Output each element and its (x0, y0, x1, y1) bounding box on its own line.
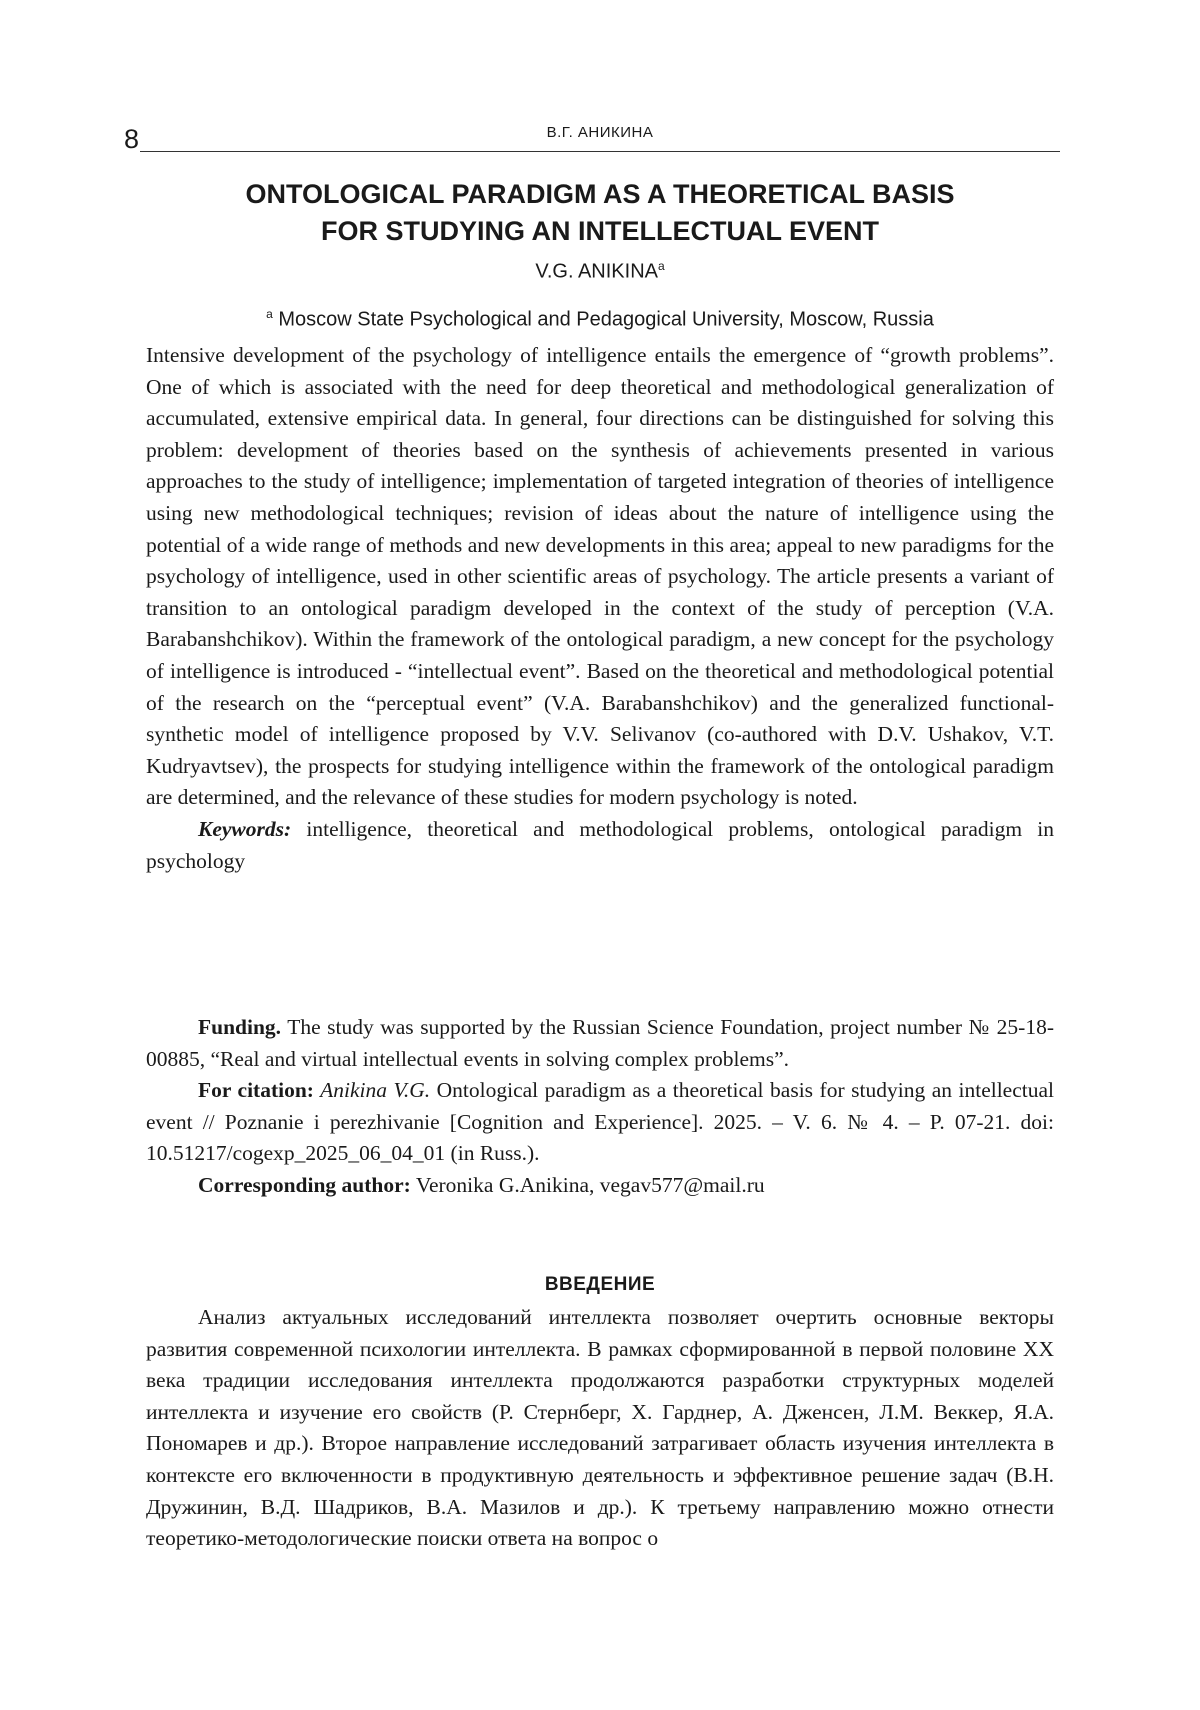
abstract-text: Intensive development of the psychology of intelligence entails the emergence of “growth problems”. One of which is associated with the need for deep theoretical and methodological generalization of accumulated, extensive empirical data. In general, four directions can be distinguished for solving this problem: development of theories based on the synthesis of achievements presented in various approaches to the study of intelligence; implementation of targeted integration of theories of intelligence using new methodological techniques; revision of ideas about the nature of intelligence using the potential of a wide range of methods and new developments in this area; appeal to new paradigms for the psychology of intelligence, used in other scientific areas of psychology. The article presents a variant of transition to an ontological paradigm developed in the context of the study of perception (V.A. Barabanshchikov). Within the framework of the ontological paradigm, a new concept for the psychology of intelligence is introduced - “intellectual event”. Based on the theoretical and methodological potential of the research on the “perceptual event” (V.A. Barabanshchikov) and the generalized functional-synthetic model of intelligence proposed by V.V. Selivanov (co-authored with D.V. Ushakov, V.T. Kudryavtsev), the prospects for studying intelligence within the framework of the ontological paradigm are determined, and the relevance of these studies for modern psychology is noted. (146, 343, 1054, 810)
introduction-paragraph: Анализ актуальных исследований интеллекта позволяет очертить основные векторы развития современной психологии интеллекта. В рамках сформированной в первой половине XX века традиции исследования интеллекта продолжаются разработки структурных моделей интеллекта и изучение его свойств (Р. Стернберг, Х. Гарднер, А. Дженсен, Л.М. Веккер, Я.А. Пономарев и др.). Второе направление исследований затрагивает область изучения интеллекта в контексте его включенности в продуктивную деятельность и эффективное решение задач (В.Н. Дружинин, В.Д. Шадриков, В.А. Мазилов и др.). К третьему направлению можно отнести теоретико-методологические поиски ответа на вопрос о (146, 1305, 1054, 1551)
affiliation-line (140, 300, 1060, 334)
funding-label: Funding. (198, 1015, 282, 1039)
page-number: 8 (124, 124, 140, 154)
author-name: V.G. ANIKINA (535, 260, 658, 283)
keywords-text: intelligence, theoretical and methodological problems, ontological paradigm in psychology (146, 816, 1054, 873)
keywords-paragraph (146, 814, 1054, 877)
author-line (140, 252, 1060, 286)
citation-text: Ontological paradigm as a theoretical basis for studying an intellectual event // Poznanie i perezhivanie [Cognition and Experience]. 2025. – V. 6. № 4. – P. 07-21. doi: 10.51217/cogexp_2025_06_04_01 (in Russ.). (146, 1078, 1055, 1166)
corresponding-paragraph (146, 1170, 1054, 1202)
introduction-body (146, 1302, 1054, 1555)
article-title-line-2: FOR STUDYING AN INTELLECTUAL EVENT (320, 216, 879, 246)
corresponding-label: Corresponding author: (198, 1172, 411, 1197)
corresponding-text: Veronika G.Anikina, vegav577@mail.ru (410, 1172, 765, 1197)
title-block (140, 176, 1060, 333)
back-matter (146, 1012, 1054, 1202)
author-affiliation-mark: a (657, 259, 665, 273)
funding-paragraph (146, 1012, 1054, 1075)
funding-text: The study was supported by the Russian Science Foundation, project number № 25-18-00885, “Real and virtual intellectual events in solving complex problems”. (146, 1015, 1054, 1071)
section-heading-introduction: ВВЕДЕНИЕ (544, 1274, 656, 1295)
citation-author: Anikina V.G. (313, 1078, 431, 1103)
citation-label: For citation: (198, 1078, 314, 1103)
keywords-label: Keywords: (198, 816, 292, 841)
running-head (124, 114, 1060, 154)
citation-paragraph (146, 1075, 1054, 1170)
affiliation-text: Moscow State Psychological and Pedagogical University, Moscow, Russia (272, 308, 934, 331)
article-title-line-1: ONTOLOGICAL PARADIGM AS A THEORETICAL BASIS (245, 179, 955, 209)
header-rule (140, 151, 1060, 152)
running-head-author: В.Г. АНИКИНА (546, 124, 654, 141)
abstract (146, 340, 1054, 877)
affiliation-mark: a (266, 306, 273, 321)
